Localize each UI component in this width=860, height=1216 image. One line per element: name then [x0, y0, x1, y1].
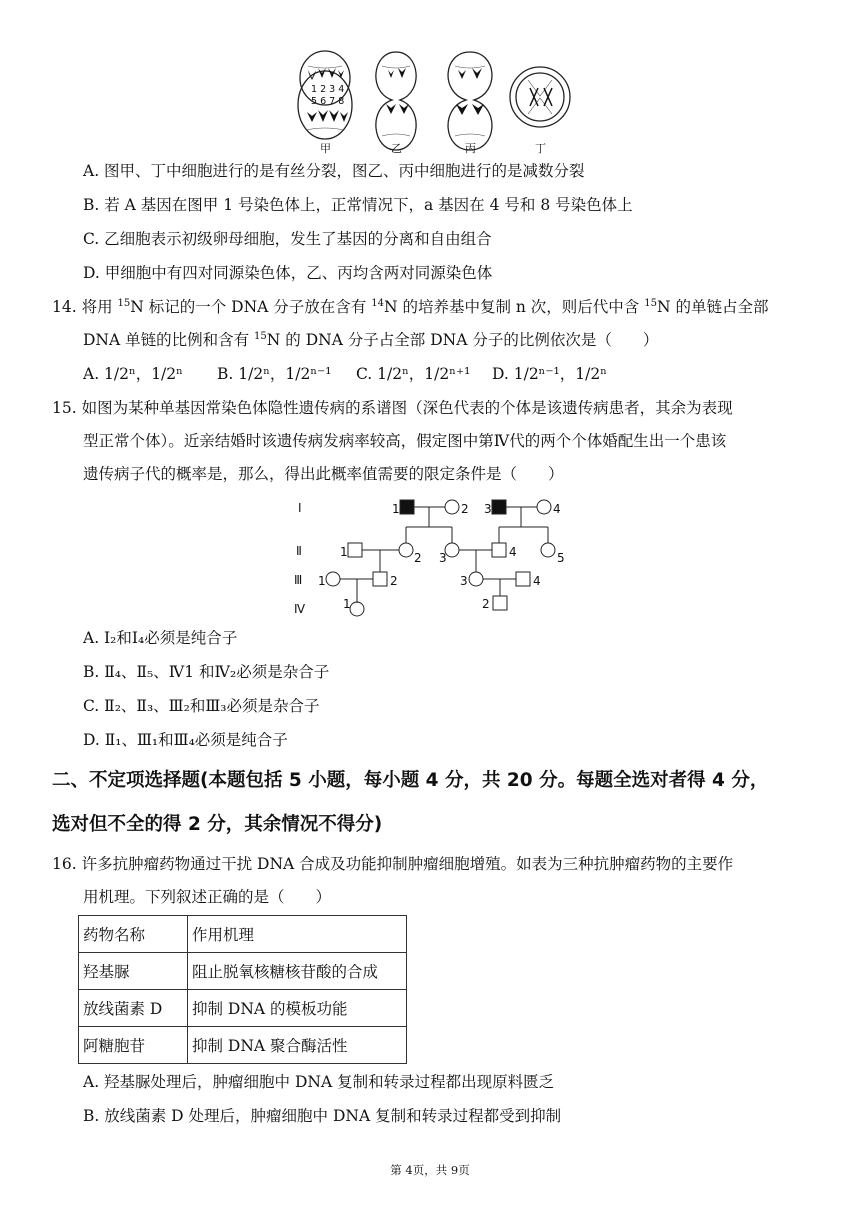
table-header-cell: 药物名称	[79, 916, 188, 953]
label-II4: 4	[509, 545, 517, 559]
label-III1: 1	[318, 574, 326, 588]
q16-option-b: B. 放线菌素 D 处理后，肿瘤细胞中 DNA 复制和转录过程都受到抑制	[83, 1107, 562, 1125]
pedigree-III4	[516, 572, 530, 586]
generation-IV: Ⅳ	[294, 602, 306, 616]
q14-option-a: A. 1/2ⁿ，1/2ⁿ	[83, 365, 183, 383]
label-I4: 4	[553, 502, 561, 516]
q15-option-c: C. Ⅱ₂、Ⅱ₃、Ⅲ₂和Ⅲ₃必须是杂合子	[83, 697, 320, 715]
pedigree-II2	[399, 543, 413, 557]
label-IV2: 2	[482, 597, 490, 611]
label-II1: 1	[340, 545, 348, 559]
cell-bing	[448, 52, 492, 150]
chromosome-numbers-top: 1 2 3 4	[311, 84, 345, 95]
label-III2: 2	[390, 574, 398, 588]
label-II2: 2	[414, 551, 422, 565]
q15-text-line2: 型正常个体）。近亲结婚时该遗传病发病率较高，假定图中第Ⅳ代的两个个体婚配生出一个患该	[83, 432, 727, 450]
table-row	[79, 953, 407, 990]
question-14-line2: DNA 单链的比例和含有 $^{15}$N 的 DNA 分子占全部 DNA 分子的比例依次是（ ）	[83, 331, 659, 349]
q15-option-a: A. Ⅰ₂和Ⅰ₄必须是纯合子	[83, 629, 238, 647]
question-14: 14. 将用 $^{15}$N 标记的一个 DNA 分子放在含有 $^{14}$N 的培养基中复制 n 次，则后代中含 $^{15}$N 的单链占全部	[52, 298, 769, 316]
q16-text-line2: 用机理。下列叙述正确的是（ ）	[83, 888, 332, 906]
pedigree-III2	[373, 572, 387, 586]
question-15	[52, 397, 733, 419]
table-cell: 放线菌素 D	[79, 990, 188, 1027]
label-III4: 4	[533, 574, 541, 588]
pedigree-III1	[326, 572, 340, 586]
pedigree-II4	[492, 543, 506, 557]
table-row	[79, 1027, 407, 1064]
label-I2: 2	[461, 502, 469, 516]
q14-option-d: D. 1/2ⁿ⁻¹，1/2ⁿ	[492, 365, 607, 383]
table-header-row	[79, 916, 407, 953]
table-cell: 抑制 DNA 聚合酶活性	[188, 1027, 407, 1064]
label-yi: 乙	[391, 142, 402, 155]
q16-number: 16.	[52, 855, 77, 873]
label-II3: 3	[439, 551, 447, 565]
pedigree-I2	[445, 500, 459, 514]
pedigree-I4	[537, 500, 551, 514]
page-footer: 第 4页，共 9页	[390, 1163, 470, 1177]
label-jia: 甲	[320, 142, 331, 155]
q15-number: 15.	[52, 399, 77, 417]
q14-number: 14.	[52, 298, 77, 316]
pedigree-III3	[469, 572, 483, 586]
label-bing: 丙	[465, 142, 476, 155]
pedigree-I3	[492, 500, 506, 514]
label-I3: 3	[484, 502, 492, 516]
cell-yi	[376, 52, 416, 150]
q13-option-d: D. 甲细胞中有四对同源染色体，乙、丙均含两对同源染色体	[83, 264, 493, 282]
q16-option-a: A. 羟基脲处理后，肿瘤细胞中 DNA 复制和转录过程都出现原料匮乏	[83, 1073, 555, 1091]
table-row	[79, 990, 407, 1027]
table-cell: 羟基脲	[79, 953, 188, 990]
section2-heading-line2: 选对但不全的得 2 分，其余情况不得分)	[52, 814, 383, 835]
q13-option-c: C. 乙细胞表示初级卵母细胞，发生了基因的分离和自由组合	[83, 230, 492, 248]
label-III3: 3	[460, 574, 468, 588]
q13-option-b: B. 若 A 基因在图甲 1 号染色体上，正常情况下，a 基因在 4 号和 8 号染色体上	[83, 196, 633, 214]
table-cell: 阻止脱氧核糖核苷酸的合成	[188, 953, 407, 990]
pedigree-I1	[400, 500, 414, 514]
cell-ding	[510, 67, 570, 127]
generation-II: Ⅱ	[296, 544, 302, 558]
q13-option-a: A. 图甲、丁中细胞进行的是有丝分裂，图乙、丙中细胞进行的是减数分裂	[83, 162, 585, 180]
section2-heading-line1: 二、不定项选择题(本题包括 5 小题，每小题 4 分，共 20 分。每题全选对者得 4 分，	[52, 770, 769, 791]
pedigree-II3	[445, 543, 459, 557]
drug-table	[78, 915, 407, 1064]
pedigree-II1	[348, 543, 362, 557]
pedigree-IV1	[350, 602, 364, 616]
table-cell: 抑制 DNA 的模板功能	[188, 990, 407, 1027]
table-header-cell: 作用机理	[188, 916, 407, 953]
label-ding: 丁	[535, 142, 546, 155]
label-IV1: 1	[343, 597, 351, 611]
question-16	[52, 853, 733, 875]
cell-division-figure	[0, 0, 860, 160]
generation-I: Ⅰ	[298, 501, 302, 515]
q16-text-line1: 许多抗肿瘤药物通过干扰 DNA 合成及功能抑制肿瘤细胞增殖。如表为三种抗肿瘤药物的主要作	[81, 855, 734, 873]
q15-text-line3: 遗传病子代的概率是，那么，得出此概率值需要的限定条件是（ ）	[83, 465, 564, 483]
label-II5: 5	[557, 551, 565, 565]
pedigree-chart	[0, 492, 860, 622]
pedigree-IV2	[493, 596, 507, 610]
chromosome-numbers-bottom: 5 6 7 8	[311, 96, 345, 107]
q15-text-line1: 如图为某种单基因常染色体隐性遗传病的系谱图（深色代表的个体是该遗传病患者，其余为表现	[81, 399, 733, 417]
q14-option-c: C. 1/2ⁿ，1/2ⁿ⁺¹	[356, 365, 471, 383]
table-cell: 阿糖胞苷	[79, 1027, 188, 1064]
q14-option-b: B. 1/2ⁿ，1/2ⁿ⁻¹	[217, 365, 332, 383]
generation-III: Ⅲ	[294, 573, 303, 587]
label-I1: 1	[392, 502, 400, 516]
q15-option-d: D. Ⅱ₁、Ⅲ₁和Ⅲ₄必须是纯合子	[83, 731, 288, 749]
q15-option-b: B. Ⅱ₄、Ⅱ₅、Ⅳ1 和Ⅳ₂必须是杂合子	[83, 663, 330, 681]
pedigree-II5	[541, 543, 555, 557]
